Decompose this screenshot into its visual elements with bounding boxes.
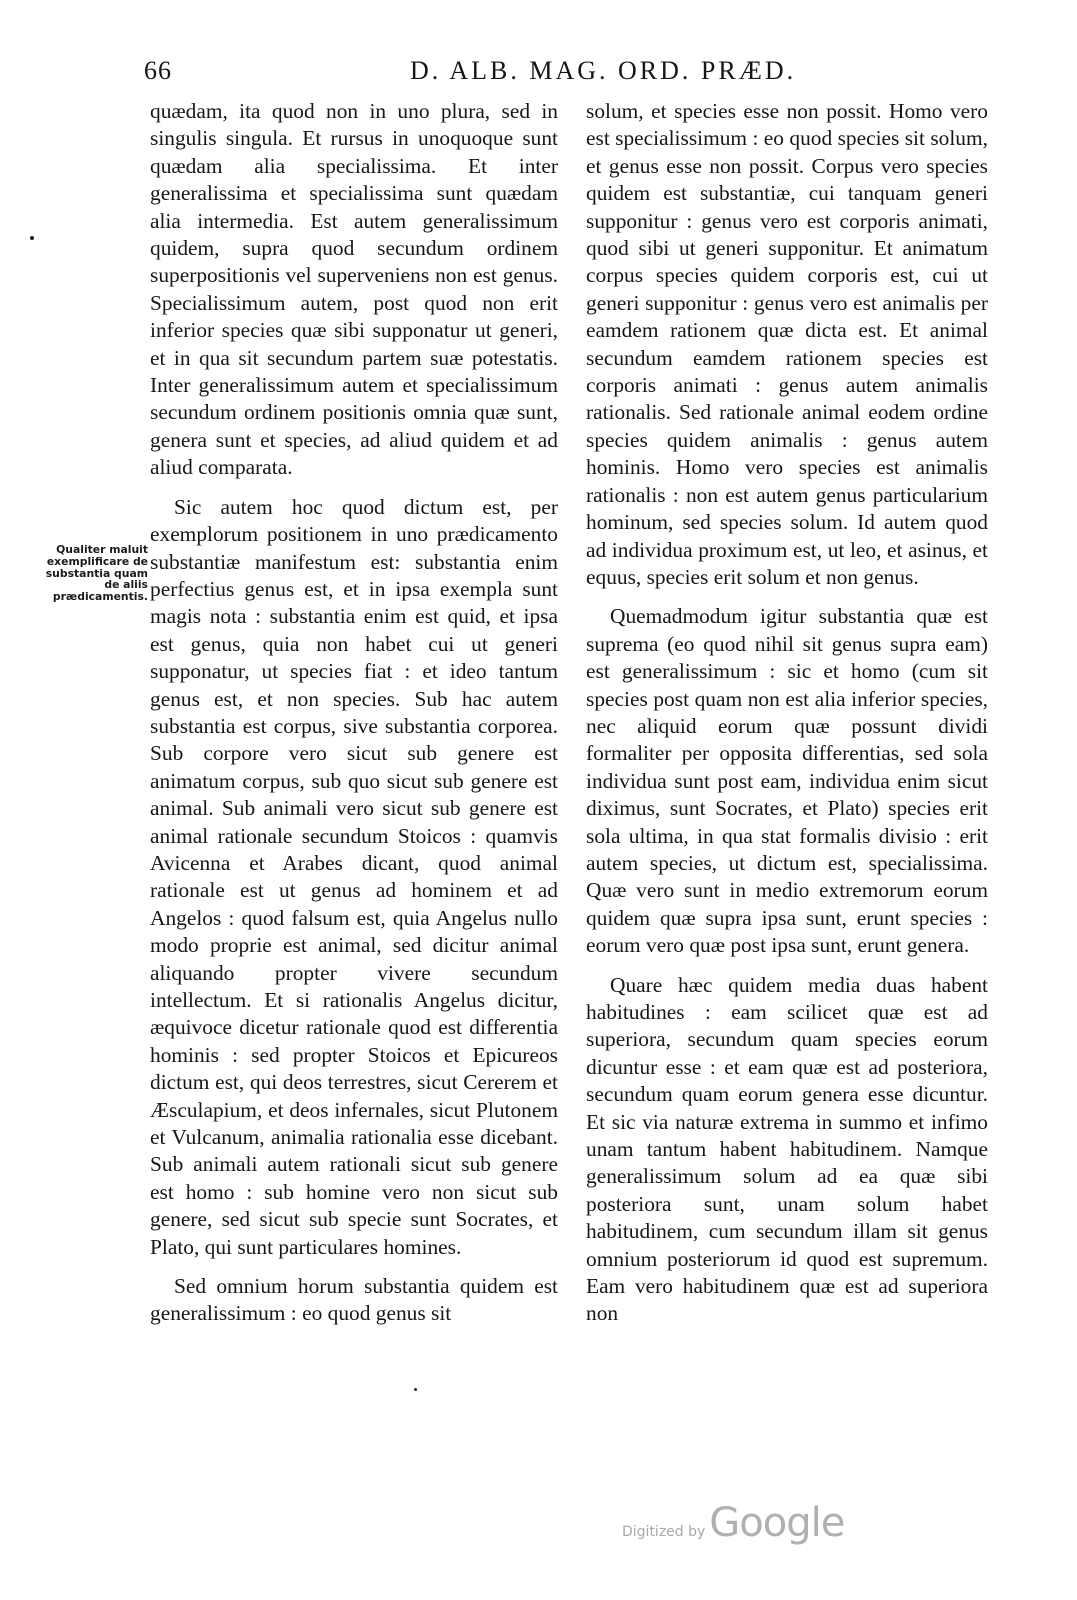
paragraph: solum, et species esse non possit. Homo vero est specialissimum : eo quod species sit solum, et genus esse non possit. Corpus vero species quidem est substantiæ, cui tanquam generi supponitur : genus vero est corporis animati, quod sibi ut generi supponitur. Et animatum corpus species quidem corporis est, cui ut generi supponitur : genus vero est animalis per eamdem rationem quæ dicta est. Et animal secundum eamdem rationem species est corporis animati : genus autem animalis rationalis. Sed rationale animal eodem ordine species quidem animalis : genus autem hominis. Homo vero species est animalis rationalis : non est autem genus particularium hominum, sed species solum. Id autem quod ad individua proximum est, ut leo, et asinus, et equus, species erit solum et non genus.	[586, 99, 988, 589]
google-logo: Google	[709, 1500, 845, 1546]
running-title: D. ALB. MAG. ORD. PRÆD.	[410, 56, 797, 85]
paragraph: Sic autem hoc quod dictum est, per exemplorum positionem in uno prædicamento substantiæ manifestum est: substantia enim perfectius genus est, et in ipsa exempla sunt magis nota : substantia enim est quid, et ipsa est genus, quia non habet cui ut generi supponatur, ut species fiat : et ideo tantum genus est, et non species. Sub hac autem substantia est corpus, sive substantia corporea. Sub corpore vero sicut sub genere est animatum corpus, sub quo sicut sub genere est animal. Sub animali vero sicut sub genere est animal rationale secundum Stoicos : quamvis Avicenna et Arabes dicant, quod animal rationale est ut genus ad hominem et ad Angelos : quod falsum est, quia Angelus nullo modo proprie est animal, sed dicitur animal aliquando propter vivere secundum intellectum. Et si rationalis Angelus dicitur, æquivoce dicetur rationale quod est differentia hominis : sed propter Stoicos et Epicureos dictum est, qui deos terrestres, sicut Cererem et Æsculapium, et deos infernales, sicut Plutonem et Vulcanum, animalia rationalia esse dicebant. Sub animali autem rationali sicut sub genere est homo : sub homine vero non sicut sub genere, sed sicut sub specie sunt Socrates, et Plato, qui sunt particulares homines.	[150, 494, 558, 1259]
ink-speck	[414, 1388, 417, 1391]
paragraph: Quare hæc quidem media duas habent habitudines : eam scilicet quæ est ad superiora, secundum quam species eorum dicuntur esse : et eam quæ est ad posteriora, secundum quam eorum genera esse dicuntur. Et sic via naturæ extrema in summo et infimo unam tantum habent habitudinem. Namque generalissimum solum ad ea quæ sibi posteriora sunt, unam solum habet habitudinem, cum secundum illam sit genus omnium posteriorum id quod est supremum. Eam vero habitudinem quæ est ad superiora non	[586, 972, 988, 1326]
paragraph: Quemadmodum igitur substantia quæ est suprema (eo quod nihil sit genus supra eam) est generalissimum : sic et homo (cum sit species post quam non est alia inferior species, nec aliquid eorum quæ possunt dividi formaliter per opposita differentias, sed sola individua sunt post eam, individua enim sicut diximus, sunt Socrates, et Plato) species erit sola ultima, in qua stat formalis divisio : erit autem species, ut dictum est, specialissima. Quæ vero sunt in medio extremorum eorum quidem quæ supra ipsa sunt, erunt species : eorum vero quæ post ipsa sunt, erunt genera.	[586, 604, 988, 958]
paragraph: Sed omnium horum substantia quidem est generalissimum : eo quod genus sit	[150, 1274, 558, 1326]
page-number: 66	[144, 56, 172, 85]
paragraph: quædam, ita quod non in uno plura, sed in singulis singula. Et rursus in unoquoque sunt quædam alia specialissima. Et inter generalissima et specialissima sunt quædam alia intermedia. Est autem generalissimum quidem, supra quod secundum ordinem superpositionis vel superveniens non est genus. Specialissimum autem, post quod non erit inferior species quæ sibi supponatur ut generi, et in qua sit secundum partem suæ potestatis. Inter generalissimum autem et specialissimum secundum ordinem positionis omnia quæ sunt, genera sunt et species, ad aliud quidem et ad aliud comparata.	[150, 99, 558, 480]
digitized-watermark	[622, 1500, 844, 1546]
watermark-prefix: Digitized by	[622, 1524, 706, 1540]
left-column	[150, 98, 558, 1340]
ink-speck	[30, 236, 34, 240]
right-column	[586, 98, 988, 1340]
marginal-note: Qualiter maluit exemplificare de substantia quam de aliis prædicamentis.	[45, 543, 148, 604]
